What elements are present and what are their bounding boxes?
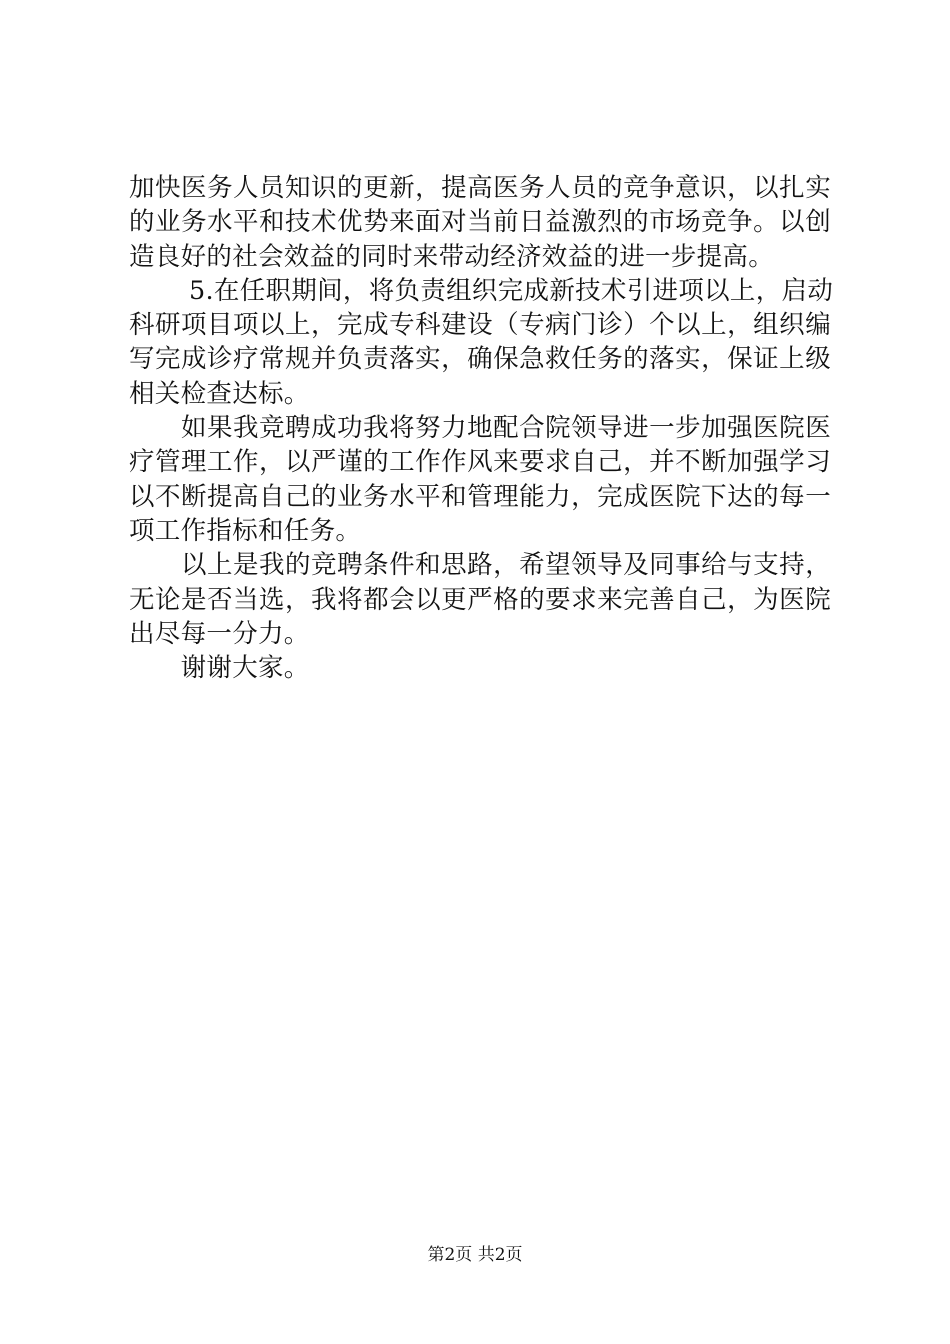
text-line: 科研项目项以上，完成专科建设（专病门诊）个以上，组织编: [129, 310, 831, 341]
text-line: 以不断提高自己的业务水平和管理能力，完成医院下达的每一: [129, 481, 831, 512]
text-line: 的业务水平和技术优势来面对当前日益激烈的市场竞争。以创: [129, 207, 831, 238]
text-line: 造良好的社会效益的同时来带动经济效益的进一步提高。: [129, 241, 775, 272]
text-line: 无论是否当选，我将都会以更严格的要求来完善自己，为医院: [129, 584, 831, 615]
text-line: 相关检查达标。: [129, 378, 310, 409]
document-body: [129, 171, 834, 685]
text-line: 项工作指标和任务。: [129, 515, 362, 546]
text-line: 出尽每一分力。: [129, 618, 310, 649]
text-line: 谢谢大家。: [129, 653, 310, 684]
text-line: 写完成诊疗常规并负责落实，确保急救任务的落实，保证上级: [129, 344, 831, 375]
text-line: 疗管理工作，以严谨的工作作风来要求自己，并不断加强学习: [129, 447, 831, 478]
text-line: 加快医务人员知识的更新，提高医务人员的竞争意识，以扎实: [129, 173, 831, 203]
text-line: 以上是我的竞聘条件和思路，希望领导及同事给与支持，: [129, 550, 831, 581]
text-line: 5.在任职期间，将负责组织完成新技术引进项以上，启动: [129, 275, 834, 306]
text-line: 如果我竞聘成功我将努力地配合院领导进一步加强医院医: [129, 413, 831, 444]
page-number-footer: 第2页 共2页: [427, 1245, 523, 1265]
